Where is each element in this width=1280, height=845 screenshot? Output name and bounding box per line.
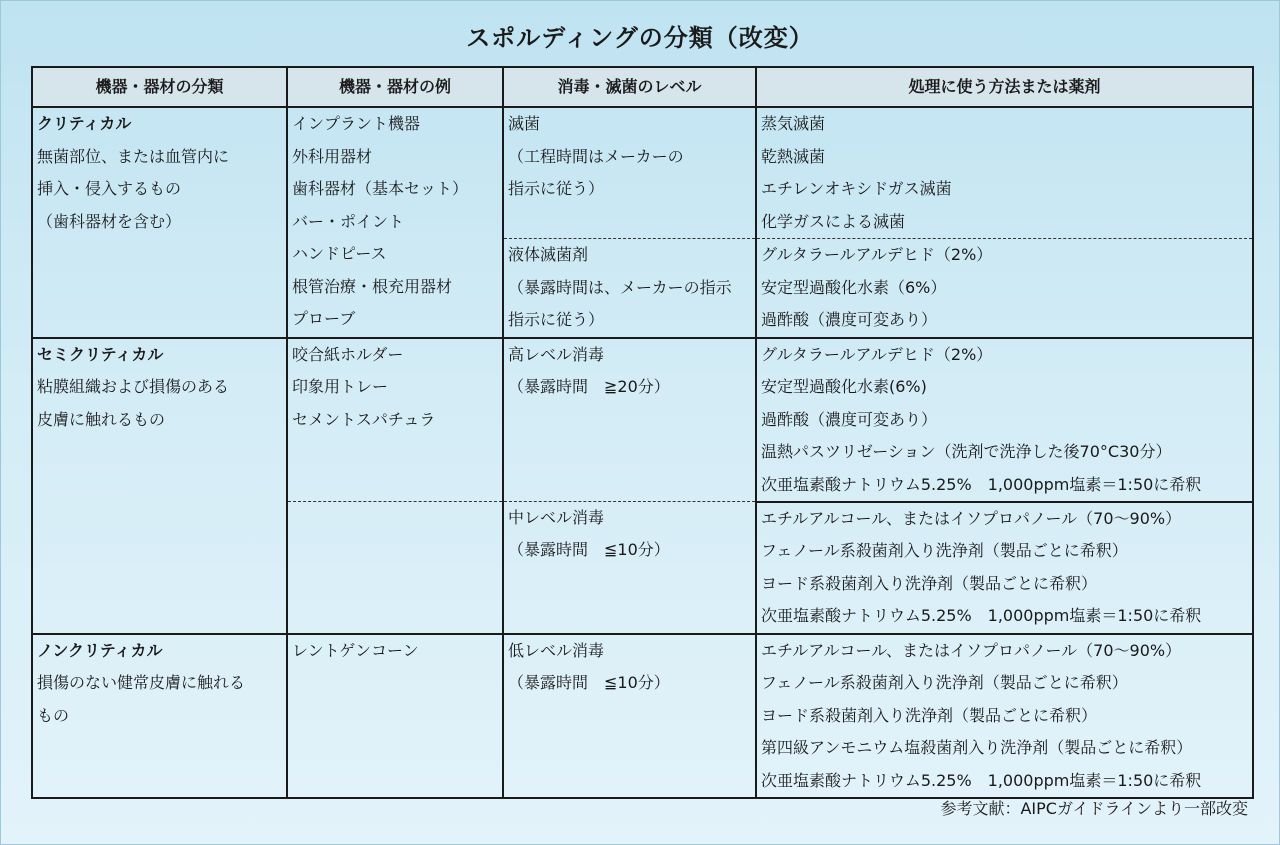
level-block <box>504 238 755 337</box>
method-block <box>757 238 1252 337</box>
example-item: ハンドピース <box>292 244 387 263</box>
method-item: 過酢酸（濃度可変あり） <box>761 409 938 429</box>
level-item: 低レベル消毒 <box>508 640 605 660</box>
spaulding-table <box>31 66 1254 799</box>
example-item: 根管治療・根充用器材 <box>292 276 453 296</box>
example-item: プローブ <box>292 309 356 328</box>
method-item: エチルアルコール、またはイソプロパノール（70～90%） <box>761 640 1182 660</box>
level-item: （暴露時間 ≦10分） <box>508 540 670 559</box>
example-item: レントゲンコーン <box>292 640 419 660</box>
method-item: フェノール系殺菌剤入り洗浄剤（製品ごとに希釈） <box>761 673 1128 692</box>
table-row <box>32 107 1253 338</box>
method-item: 安定型過酸化水素（6%） <box>761 277 947 297</box>
method-item: ヨード系殺菌剤入り洗浄剤（製品ごとに希釈） <box>761 705 1098 725</box>
method-item: 次亜塩素酸ナトリウム5.25% 1,000ppm塩素＝1:50に希釈 <box>761 474 1202 494</box>
level-block <box>504 501 755 632</box>
table-row <box>32 634 1253 799</box>
category-name: クリティカル <box>37 114 132 133</box>
method-item: 化学ガスによる滅菌 <box>761 211 906 231</box>
example-item: 外科用器材 <box>292 146 373 166</box>
category-desc: 損傷のない健常皮膚に触れる <box>37 673 246 692</box>
example-item: バー・ポイント <box>292 211 405 231</box>
table-row <box>32 338 1253 634</box>
level-cell <box>503 634 756 799</box>
method-item: フェノール系殺菌剤入り洗浄剤（製品ごとに希釈） <box>761 541 1128 560</box>
category-name: セミクリティカル <box>37 344 164 364</box>
example-item: セメントスパチュラ <box>292 409 436 429</box>
example-block <box>288 501 502 632</box>
method-item: 安定型過酸化水素(6%) <box>761 377 927 396</box>
category-desc: 皮膚に触れるもの <box>37 409 166 429</box>
method-block <box>757 108 1252 238</box>
header-category: 機器・器材の分類 <box>32 67 287 107</box>
method-item: 乾熱滅菌 <box>761 146 826 166</box>
method-item: 過酢酸（濃度可変あり） <box>761 310 938 329</box>
method-cell <box>756 634 1253 799</box>
level-item: （暴露時間は、メーカーの指示 <box>508 277 732 297</box>
level-block <box>504 108 755 238</box>
method-item: エチルアルコール、またはイソプロパノール（70～90%） <box>761 508 1182 528</box>
method-item: 次亜塩素酸ナトリウム5.25% 1,000ppm塩素＝1:50に希釈 <box>761 606 1202 625</box>
level-item: 指示に従う） <box>508 179 605 198</box>
level-item: 液体滅菌剤 <box>508 245 589 264</box>
method-item: 温熱パスツリゼーション（洗剤で洗浄した後70°C30分） <box>761 442 1172 461</box>
level-item: 高レベル消毒 <box>508 344 605 364</box>
method-item: 第四級アンモニウム塩殺菌剤入り洗浄剤（製品ごとに希釈） <box>761 738 1193 757</box>
method-cell <box>756 107 1253 338</box>
examples-cell <box>287 107 503 338</box>
level-item: 指示に従う） <box>508 310 605 329</box>
category-desc: 無菌部位、または血管内に <box>37 146 230 166</box>
method-block <box>757 501 1252 633</box>
examples-cell <box>287 634 503 799</box>
method-item: 次亜塩素酸ナトリウム5.25% 1,000ppm塩素＝1:50に希釈 <box>761 770 1202 790</box>
category-desc: 粘膜組織および損傷のある <box>37 377 230 396</box>
category-name: ノンクリティカル <box>37 640 163 660</box>
level-item: （暴露時間 ≦10分） <box>508 673 670 692</box>
level-cell <box>503 338 756 634</box>
method-item: 蒸気滅菌 <box>761 114 826 133</box>
level-item: 滅菌 <box>508 114 541 133</box>
category-cell <box>32 634 287 799</box>
example-item: 咬合紙ホルダー <box>292 344 404 364</box>
method-item: グルタラールアルデヒド（2%） <box>761 344 993 364</box>
method-item: グルタラールアルデヒド（2%） <box>761 245 993 264</box>
category-cell <box>32 338 287 634</box>
header-examples: 機器・器材の例 <box>287 67 503 107</box>
example-item: インプラント機器 <box>292 114 421 133</box>
method-item: ヨード系殺菌剤入り洗浄剤（製品ごとに希釈） <box>761 573 1098 593</box>
reference-note: 参考文献：AIPCガイドラインより一部改変 <box>940 799 1248 818</box>
category-cell <box>32 107 287 338</box>
method-block <box>757 339 1252 501</box>
level-item: 中レベル消毒 <box>508 507 605 527</box>
category-desc: もの <box>37 705 70 725</box>
category-desc: 挿入・侵入するもの <box>37 179 182 198</box>
method-cell <box>756 338 1253 634</box>
header-method: 処理に使う方法または薬剤 <box>756 67 1253 107</box>
level-cell <box>503 107 756 338</box>
examples-cell <box>287 338 503 634</box>
level-item: （工程時間はメーカーの <box>508 146 684 166</box>
level-block <box>504 339 755 501</box>
example-block <box>288 339 502 501</box>
header-level: 消毒・滅菌のレベル <box>503 67 756 107</box>
header-row <box>32 67 1253 107</box>
method-item: エチレンオキシドガス滅菌 <box>761 179 952 198</box>
level-item: （暴露時間 ≧20分） <box>508 377 670 396</box>
page-title: スポルディングの分類（改変） <box>466 24 814 52</box>
example-item: 歯科器材（基本セット） <box>292 179 469 198</box>
example-item: 印象用トレー <box>292 377 389 396</box>
category-desc: （歯科器材を含む） <box>37 211 182 231</box>
